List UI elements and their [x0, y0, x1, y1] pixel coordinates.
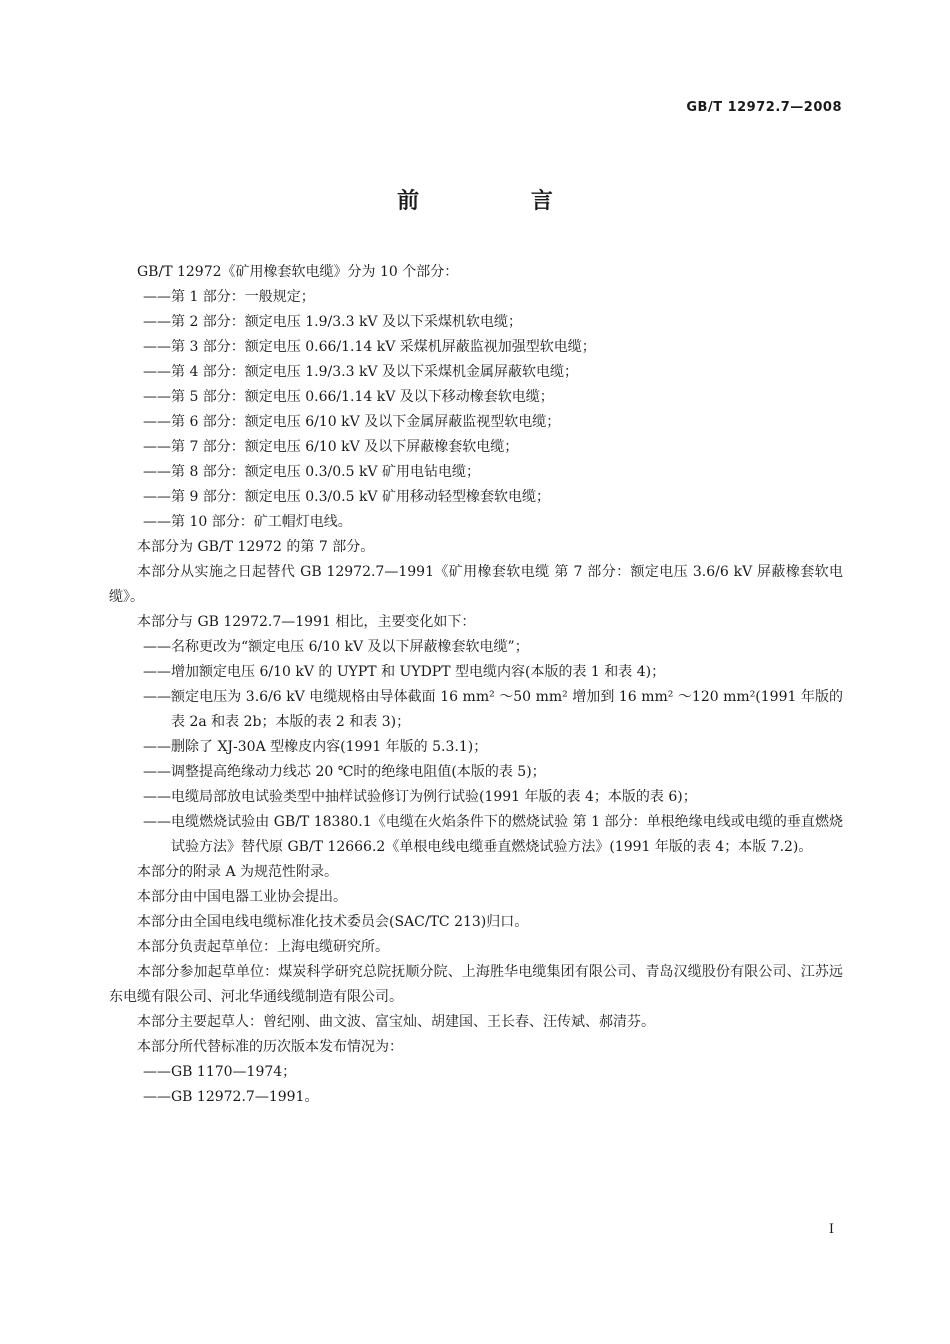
dash-item: ——第 8 部分：额定电压 0.3/0.5 kV 矿用电钻电缆；	[143, 464, 480, 480]
dash-item: ——第 2 部分：额定电压 1.9/3.3 kV 及以下采煤机软电缆；	[143, 314, 522, 330]
paragraph: 本部分与 GB 12972.7—1991 相比，主要变化如下：	[137, 614, 476, 630]
dash-item: ——第 3 部分：额定电压 0.66/1.14 kV 采煤机屏蔽监视加强型软电缆；	[143, 339, 596, 355]
paragraph: 本部分所代替标准的历次版本发布情况为：	[137, 1039, 403, 1055]
paragraph: 本部分从实施之日起替代 GB 12972.7—1991《矿用橡套软电缆 第 7 部分：额定电压 3.6/6 kV 屏蔽橡套软电缆》。	[109, 564, 843, 605]
dash-item: ——名称更改为“额定电压 6/10 kV 及以下屏蔽橡套软电缆”；	[143, 639, 529, 655]
dash-item: ——第 10 部分：矿工帽灯电线。	[143, 514, 352, 530]
dash-item: ——额定电压为 3.6/6 kV 电缆规格由导体截面 16 mm² ～50 mm² 增加到 16 mm² ～120 mm²(1991 年版的表 2a 和表 2b；本版的表 2 和表 3)；	[143, 689, 843, 730]
paragraph: 本部分由全国电线电缆标准化技术委员会(SAC/TC 213)归口。	[137, 914, 529, 930]
dash-item: ——第 4 部分：额定电压 1.9/3.3 kV 及以下采煤机金属屏蔽软电缆；	[143, 364, 578, 380]
standard-code: GB/T 12972.7—2008	[686, 100, 842, 115]
dash-item: ——电缆局部放电试验类型中抽样试验修订为例行试验(1991 年版的表 4；本版的表 6)；	[143, 789, 697, 805]
dash-item: ——删除了 XJ-30A 型橡皮内容(1991 年版的 5.3.1)；	[143, 739, 488, 755]
paragraph: 本部分主要起草人：曾纪刚、曲文波、富宝灿、胡建国、王长春、汪传斌、郝清芬。	[137, 1014, 655, 1030]
dash-item: ——第 5 部分：额定电压 0.66/1.14 kV 及以下移动橡套软电缆；	[143, 389, 554, 405]
paragraph: GB/T 12972《矿用橡套软电缆》分为 10 个部分：	[137, 264, 459, 280]
paragraph: 本部分的附录 A 为规范性附录。	[137, 864, 339, 880]
page-title: 前 言	[397, 189, 605, 214]
dash-item: ——第 9 部分：额定电压 0.3/0.5 kV 矿用移动轻型橡套软电缆；	[143, 489, 550, 505]
dash-item: ——增加额定电压 6/10 kV 的 UYPT 和 UYDPT 型电缆内容(本版的表 1 和表 4)；	[143, 664, 666, 680]
dash-item: ——GB 12972.7—1991。	[143, 1089, 319, 1105]
dash-item: ——第 7 部分：额定电压 6/10 kV 及以下屏蔽橡套软电缆；	[143, 439, 519, 455]
paragraph: 本部分由中国电器工业协会提出。	[137, 889, 347, 905]
paragraph: 本部分为 GB/T 12972 的第 7 部分。	[137, 539, 375, 555]
dash-item: ——第 6 部分：额定电压 6/10 kV 及以下金属屏蔽监视型软电缆；	[143, 414, 561, 430]
paragraph: 本部分负责起草单位：上海电缆研究所。	[137, 939, 389, 955]
dash-item: ——第 1 部分：一般规定；	[143, 289, 315, 305]
dash-item: ——GB 1170—1974；	[143, 1064, 297, 1080]
dash-item: ——调整提高绝缘动力线芯 20 ℃时的绝缘电阻值(本版的表 5)；	[143, 764, 546, 780]
page-number: I	[828, 1222, 834, 1237]
paragraph: 本部分参加起草单位：煤炭科学研究总院抚顺分院、上海胜华电缆集团有限公司、青岛汉缆股份有限公司、江苏远东电缆有限公司、河北华通线缆制造有限公司。	[109, 964, 843, 1005]
dash-item: ——电缆燃烧试验由 GB/T 18380.1《电缆在火焰条件下的燃烧试验 第 1 部分：单根绝缘电线或电缆的垂直燃烧试验方法》替代原 GB/T 12666.2《单根电线电缆垂直燃烧试验方法》(1991 年版的表 4；本版 7.2)。	[143, 814, 843, 855]
foreword-body	[109, 260, 843, 1110]
